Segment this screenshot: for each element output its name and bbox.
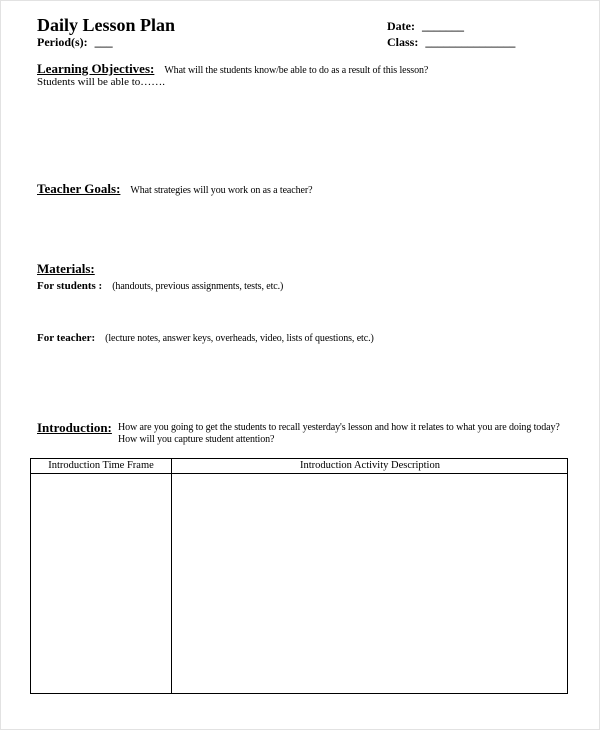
date-blank: _______ [421,19,464,33]
materials-teacher-line [37,329,374,345]
teacher-goals-line [37,181,312,197]
materials-students-label: For students : [37,280,103,292]
materials-teacher-label: For teacher: [37,332,96,344]
materials-heading: Materials: [37,261,95,276]
introduction-heading: Introduction: [37,420,112,435]
class-label: Class: [387,35,419,49]
introduction-prompt-line2: How will you capture student attention? [118,434,275,445]
teacher-goals-heading: Teacher Goals: [37,181,121,196]
table-cell-activity-description[interactable] [172,474,568,694]
class-blank: _______________ [425,35,516,49]
table-cell-time-frame[interactable] [31,474,171,694]
page-title: Daily Lesson Plan [37,15,176,35]
periods-label: Period(s): [37,35,88,49]
learning-objectives-heading: Learning Objectives: [37,61,155,76]
table-header-time-frame: Introduction Time Frame [48,460,154,471]
class-line [387,36,515,48]
periods-blank: ___ [94,35,113,49]
materials-students-prompt: (handouts, previous assignments, tests, etc.) [112,281,284,292]
teacher-goals-prompt: What strategies will you work on as a teacher? [130,185,313,196]
date-label: Date: [387,19,415,33]
learning-objectives-prompt: What will the students know/be able to do as a result of this lesson? [164,65,429,76]
introduction-table [30,458,568,694]
materials-students-line [37,277,283,293]
date-line [387,20,464,32]
periods-line [37,36,113,48]
learning-objectives-line [37,61,428,77]
introduction-prompt-line1: How are you going to get the students to recall yesterday's lesson and how it relates to what you are doing today? [118,422,560,433]
table-header-activity-description: Introduction Activity Description [300,460,440,471]
materials-teacher-prompt: (lecture notes, answer keys, overheads, video, lists of questions, etc.) [105,333,374,344]
learning-objectives-starter: Students will be able to……. [37,76,166,88]
